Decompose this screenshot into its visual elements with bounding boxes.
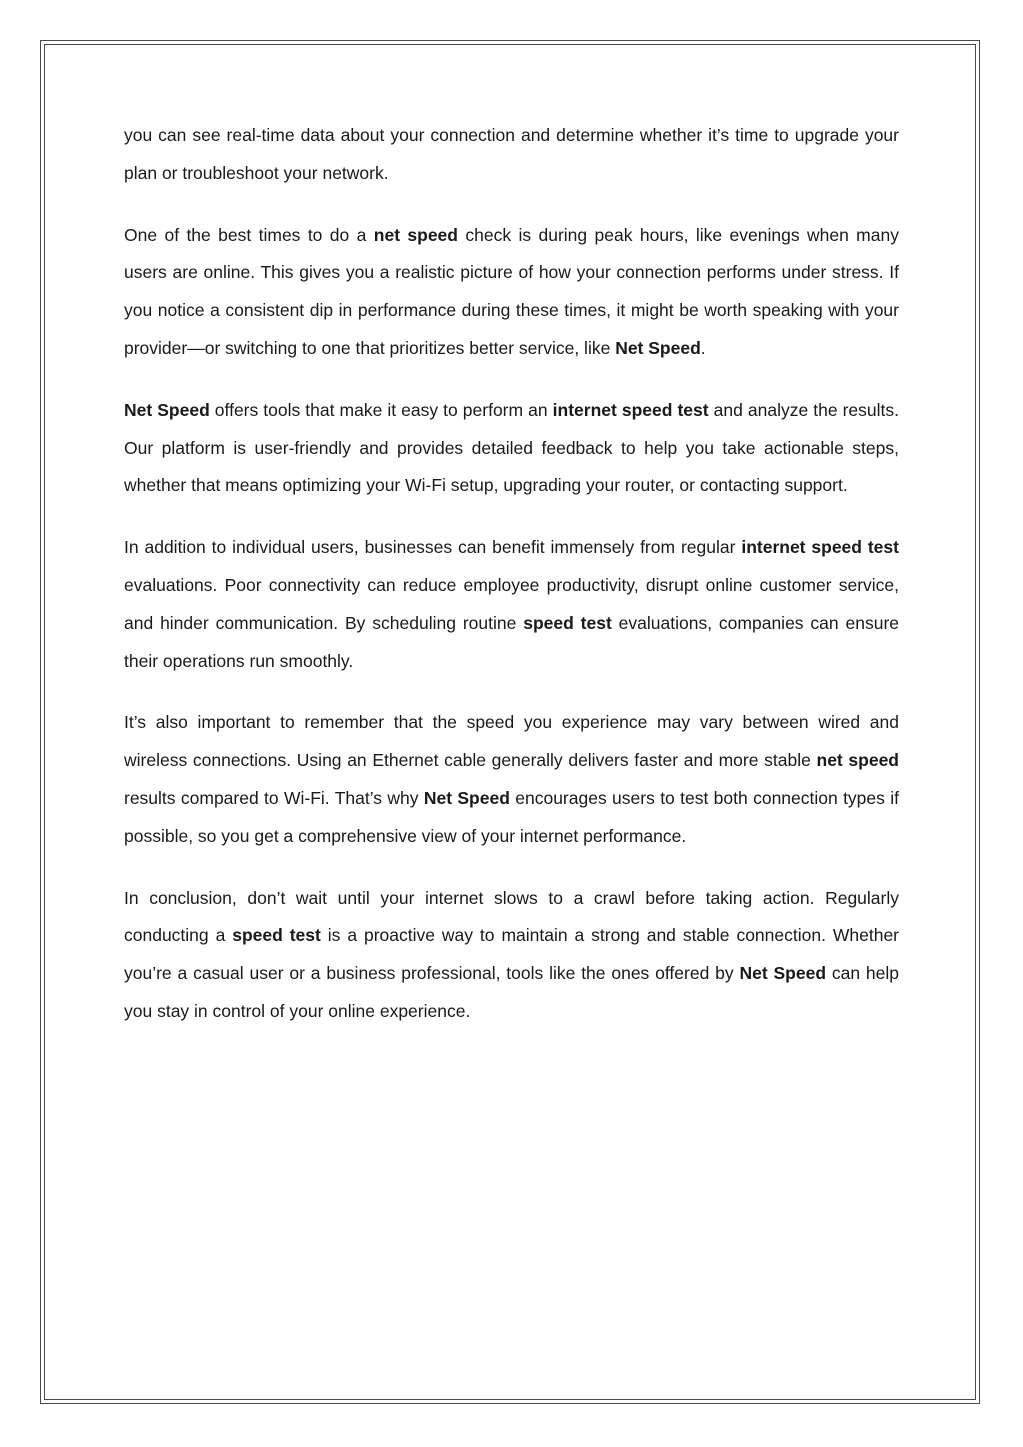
keyword-speed-test: speed test (232, 925, 321, 946)
document-body (124, 117, 899, 1055)
text-run: encourages users to test both connection types if possible, so you get a comprehensive view of your internet performance. (124, 787, 899, 846)
text-run: evaluations. Poor connectivity can reduce employee productivity, disrupt online customer service, and hinder communication. By scheduling routine (124, 574, 899, 633)
text-run: you can see real-time data about your connection and determine whether it’s time to upgrade your plan or troubleshoot your network. (124, 125, 899, 183)
text-run: evaluations, companies can ensure their operations run smoothly. (124, 612, 900, 671)
text-run: It’s also important to remember that the speed you experience may vary between wired and wireless connections. Using an Ethernet cable generally delivers faster and more stable (124, 712, 899, 771)
text-run: offers tools that make it easy to perform an (209, 399, 553, 420)
brand-net-speed: Net Speed (423, 787, 510, 808)
paragraph-1 (124, 117, 899, 193)
paragraph-5 (124, 704, 899, 855)
keyword-net-speed: net speed (373, 224, 458, 245)
text-run: results compared to Wi-Fi. That’s why (124, 787, 424, 808)
paragraph-6 (124, 880, 899, 1031)
text-run: and analyze the results. Our platform is user-friendly and provides detailed feedback to help you take actionable steps, whether that means optimizing your Wi-Fi setup, upgrading your router, or contacting support. (124, 399, 900, 496)
text-run: . (700, 337, 706, 358)
brand-net-speed: Net Speed (124, 399, 210, 420)
text-run: In addition to individual users, businesses can benefit immensely from regular (124, 537, 742, 558)
keyword-net-speed: net speed (816, 750, 899, 771)
text-run: One of the best times to do a (124, 224, 374, 245)
brand-net-speed: Net Speed (615, 337, 701, 358)
text-run: is a proactive way to maintain a strong and stable connection. Whether you’re a casual user or a business professional, tools like the ones offered by (124, 925, 900, 984)
paragraph-3 (124, 392, 899, 505)
keyword-speed-test: speed test (523, 612, 612, 633)
keyword-internet-speed-test: internet speed test (741, 537, 899, 558)
brand-net-speed: Net Speed (739, 963, 827, 984)
text-run: can help you stay in control of your online experience. (124, 963, 900, 1021)
text-run: In conclusion, don’t wait until your internet slows to a crawl before taking action. Regularly conducting a (124, 887, 899, 946)
keyword-internet-speed-test: internet speed test (552, 399, 709, 420)
paragraph-2 (124, 217, 899, 368)
text-run: check is during peak hours, like evenings when many users are online. This gives you a realistic picture of how your connection performs under stress. If you notice a consistent dip in performance during these times, it might be worth speaking with your provider—or switching to one that prioritizes better service, like (124, 224, 899, 358)
paragraph-4 (124, 529, 899, 680)
